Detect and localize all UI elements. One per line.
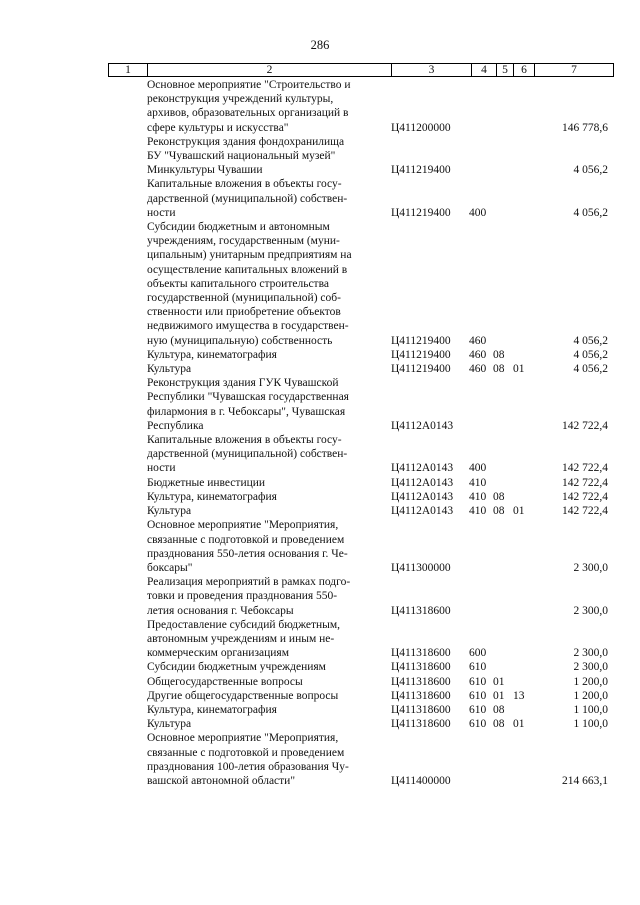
row-name: [147, 575, 389, 618]
row-expense-type: 610: [469, 675, 487, 688]
row-section: 01: [493, 675, 505, 688]
row-name-line: Культура: [147, 363, 192, 376]
row-amount: 142 722,4: [562, 490, 608, 503]
row-code: Ц411219400: [391, 363, 451, 376]
row-name: [147, 220, 389, 348]
row-code: Ц411318600: [391, 675, 451, 688]
row-amount: 4 056,2: [573, 363, 608, 376]
row-name-line: Культура: [147, 505, 192, 518]
row-name-line: Культура, кинематография: [147, 703, 277, 716]
row-name: [147, 490, 389, 504]
row-expense-type: 610: [469, 689, 487, 702]
row-subsection: 01: [513, 505, 525, 518]
row-name-line: коммерческим организациям: [147, 647, 289, 660]
row-amount: 4 056,2: [573, 206, 608, 219]
row-expense-type: 460: [469, 363, 487, 376]
row-code: Ц4112А0143: [391, 490, 454, 503]
row-name-line: вашской автономной области": [147, 774, 296, 787]
column-header-5: 5: [497, 64, 514, 77]
row-name-line: Предоставление субсидий бюджетным,: [147, 618, 341, 631]
row-code: Ц411400000: [391, 774, 451, 787]
row-name-line: боксары": [147, 561, 193, 574]
row-amount: 1 100,0: [573, 703, 608, 716]
table-row: [108, 717, 608, 731]
row-code: Ц4112А0143: [391, 476, 454, 489]
table-row: [108, 78, 608, 135]
row-name-line: празднования 100-летия образования Чу-: [147, 760, 349, 773]
row-name-line: Субсидии бюджетным и автономным: [147, 221, 330, 234]
row-name-line: связанные с подготовкой и проведением: [147, 533, 345, 546]
row-section: 08: [493, 703, 505, 716]
row-name-line: летия основания г. Чебоксары: [147, 604, 294, 617]
row-section: 01: [493, 689, 505, 702]
row-amount: 214 663,1: [562, 774, 608, 787]
row-code: Ц411200000: [391, 121, 451, 134]
row-name-line: Культура, кинематография: [147, 490, 277, 503]
row-name-line: Республики "Чувашская государственная: [147, 391, 349, 404]
row-expense-type: 410: [469, 505, 487, 518]
row-name-line: учреждениям, государственным (муни-: [147, 235, 340, 248]
row-name-line: сфере культуры и искусства": [147, 121, 289, 134]
row-name: [147, 660, 389, 674]
row-section: 08: [493, 348, 505, 361]
table-row: [108, 504, 608, 518]
row-name-line: Реализация мероприятий в рамках подго-: [147, 576, 351, 589]
row-expense-type: 610: [469, 703, 487, 716]
row-name-line: Реконструкция здания фондохранилища: [147, 135, 345, 148]
row-code: Ц4112А0143: [391, 419, 454, 432]
table-row: [108, 476, 608, 490]
column-header-1: 1: [109, 64, 148, 77]
row-expense-type: 610: [469, 718, 487, 731]
row-name-line: Основное мероприятие "Строительство и: [147, 79, 351, 91]
row-name: [147, 731, 389, 788]
row-subsection: 01: [513, 718, 525, 731]
table-row: [108, 348, 608, 362]
table-row: [108, 731, 608, 788]
row-name: [147, 476, 389, 490]
table-row: [108, 135, 608, 178]
row-name-line: ципальным) унитарным предприятиям на: [147, 249, 352, 262]
row-amount: 142 722,4: [562, 462, 608, 475]
table-row: [108, 575, 608, 618]
row-name: [147, 689, 389, 703]
row-name: [147, 78, 389, 135]
row-code: Ц411318600: [391, 604, 451, 617]
row-amount: 4 056,2: [573, 334, 608, 347]
row-name-line: связанные с подготовкой и проведением: [147, 746, 345, 759]
row-name: [147, 703, 389, 717]
row-amount: 2 300,0: [573, 561, 608, 574]
row-amount: 146 778,6: [562, 121, 608, 134]
row-name-line: ственности или приобретение объектов: [147, 306, 341, 319]
column-header-6: 6: [514, 64, 535, 77]
row-name-line: Бюджетные инвестиции: [147, 476, 266, 489]
row-name-line: объекты капитального строительства: [147, 277, 329, 290]
column-header-7: 7: [535, 64, 614, 77]
table-row: [108, 177, 608, 220]
row-expense-type: 410: [469, 476, 487, 489]
row-section: 08: [493, 490, 505, 503]
row-name-line: Республика: [147, 419, 204, 432]
row-code: Ц4112А0143: [391, 462, 454, 475]
table-row: [108, 376, 608, 433]
row-code: Ц411318600: [391, 718, 451, 731]
row-name-line: автономным учреждениям и иным не-: [147, 632, 335, 645]
row-expense-type: 400: [469, 462, 487, 475]
row-expense-type: 610: [469, 661, 487, 674]
table-row: [108, 362, 608, 376]
row-name-line: осуществление капитальных вложений в: [147, 263, 348, 276]
row-code: Ц4112А0143: [391, 505, 454, 518]
row-name-line: Общегосударственные вопросы: [147, 675, 303, 688]
row-amount: 4 056,2: [573, 348, 608, 361]
row-amount: 142 722,4: [562, 476, 608, 489]
column-header-table: [108, 63, 614, 77]
table-row: [108, 703, 608, 717]
table-row: [108, 220, 608, 348]
row-code: Ц411219400: [391, 334, 451, 347]
row-amount: 1 200,0: [573, 675, 608, 688]
row-name-line: ности: [147, 206, 176, 219]
row-amount: 2 300,0: [573, 604, 608, 617]
column-header-3: 3: [392, 64, 472, 77]
row-amount: 4 056,2: [573, 164, 608, 177]
row-subsection: 13: [513, 689, 525, 702]
row-expense-type: 460: [469, 348, 487, 361]
row-name-line: Минкультуры Чувашии: [147, 164, 263, 177]
row-section: 08: [493, 505, 505, 518]
row-name-line: товки и проведения празднования 550-: [147, 590, 338, 603]
row-amount: 2 300,0: [573, 647, 608, 660]
row-name: [147, 433, 389, 476]
table-row: [108, 660, 608, 674]
row-name-line: Культура, кинематография: [147, 348, 277, 361]
row-name: [147, 618, 389, 661]
table-row: [108, 675, 608, 689]
row-name-line: реконструкция учреждений культуры,: [147, 93, 334, 106]
row-name: [147, 675, 389, 689]
row-code: Ц411219400: [391, 348, 451, 361]
row-name: [147, 518, 389, 575]
row-amount: 1 200,0: [573, 689, 608, 702]
row-section: 08: [493, 363, 505, 376]
row-amount: 142 722,4: [562, 505, 608, 518]
row-amount: 1 100,0: [573, 718, 608, 731]
row-code: Ц411318600: [391, 689, 451, 702]
row-name-line: дарственной (муниципальной) собствен-: [147, 448, 348, 461]
row-code: Ц411318600: [391, 647, 451, 660]
row-name-line: архивов, образовательных организаций в: [147, 107, 349, 120]
row-code: Ц411318600: [391, 703, 451, 716]
row-name-line: недвижимого имущества в государствен-: [147, 320, 349, 333]
table-row: [108, 518, 608, 575]
row-code: Ц411219400: [391, 206, 451, 219]
row-name: [147, 504, 389, 518]
row-amount: 142 722,4: [562, 419, 608, 432]
row-name: [147, 135, 389, 178]
row-name-line: ности: [147, 462, 176, 475]
table-row: [108, 689, 608, 703]
row-expense-type: 460: [469, 334, 487, 347]
column-header-2: 2: [148, 64, 392, 77]
row-expense-type: 400: [469, 206, 487, 219]
row-name-line: Основное мероприятие "Мероприятия,: [147, 519, 339, 532]
row-name-line: дарственной (муниципальной) собствен-: [147, 192, 348, 205]
row-name: [147, 376, 389, 433]
row-name: [147, 348, 389, 362]
row-amount: 2 300,0: [573, 661, 608, 674]
row-code: Ц411300000: [391, 561, 451, 574]
row-name-line: БУ "Чувашский национальный музей": [147, 150, 336, 163]
row-code: Ц411318600: [391, 661, 451, 674]
row-expense-type: 410: [469, 490, 487, 503]
row-subsection: 01: [513, 363, 525, 376]
column-header-4: 4: [472, 64, 497, 77]
table-row: [108, 618, 608, 661]
row-name-line: Основное мероприятие "Мероприятия,: [147, 732, 339, 745]
budget-rows: [108, 78, 608, 788]
row-name: [147, 717, 389, 731]
row-name-line: Реконструкция здания ГУК Чувашской: [147, 377, 339, 390]
row-name-line: ную (муниципальную) собственность: [147, 334, 333, 347]
row-name-line: Другие общегосударственные вопросы: [147, 689, 339, 702]
row-name-line: государственной (муниципальной) соб-: [147, 292, 341, 305]
row-name: [147, 177, 389, 220]
page-number: 286: [310, 38, 330, 52]
row-name-line: празднования 550-летия основания г. Че-: [147, 547, 348, 560]
row-name-line: Капитальные вложения в объекты госу-: [147, 434, 342, 447]
row-name-line: Субсидии бюджетным учреждениям: [147, 661, 326, 674]
row-name-line: филармония в г. Чебоксары", Чувашская: [147, 405, 346, 418]
row-name-line: Культура: [147, 718, 192, 731]
table-row: [108, 490, 608, 504]
row-expense-type: 600: [469, 647, 487, 660]
row-name: [147, 362, 389, 376]
row-name-line: Капитальные вложения в объекты госу-: [147, 178, 342, 191]
row-section: 08: [493, 718, 505, 731]
table-row: [108, 433, 608, 476]
row-code: Ц411219400: [391, 164, 451, 177]
